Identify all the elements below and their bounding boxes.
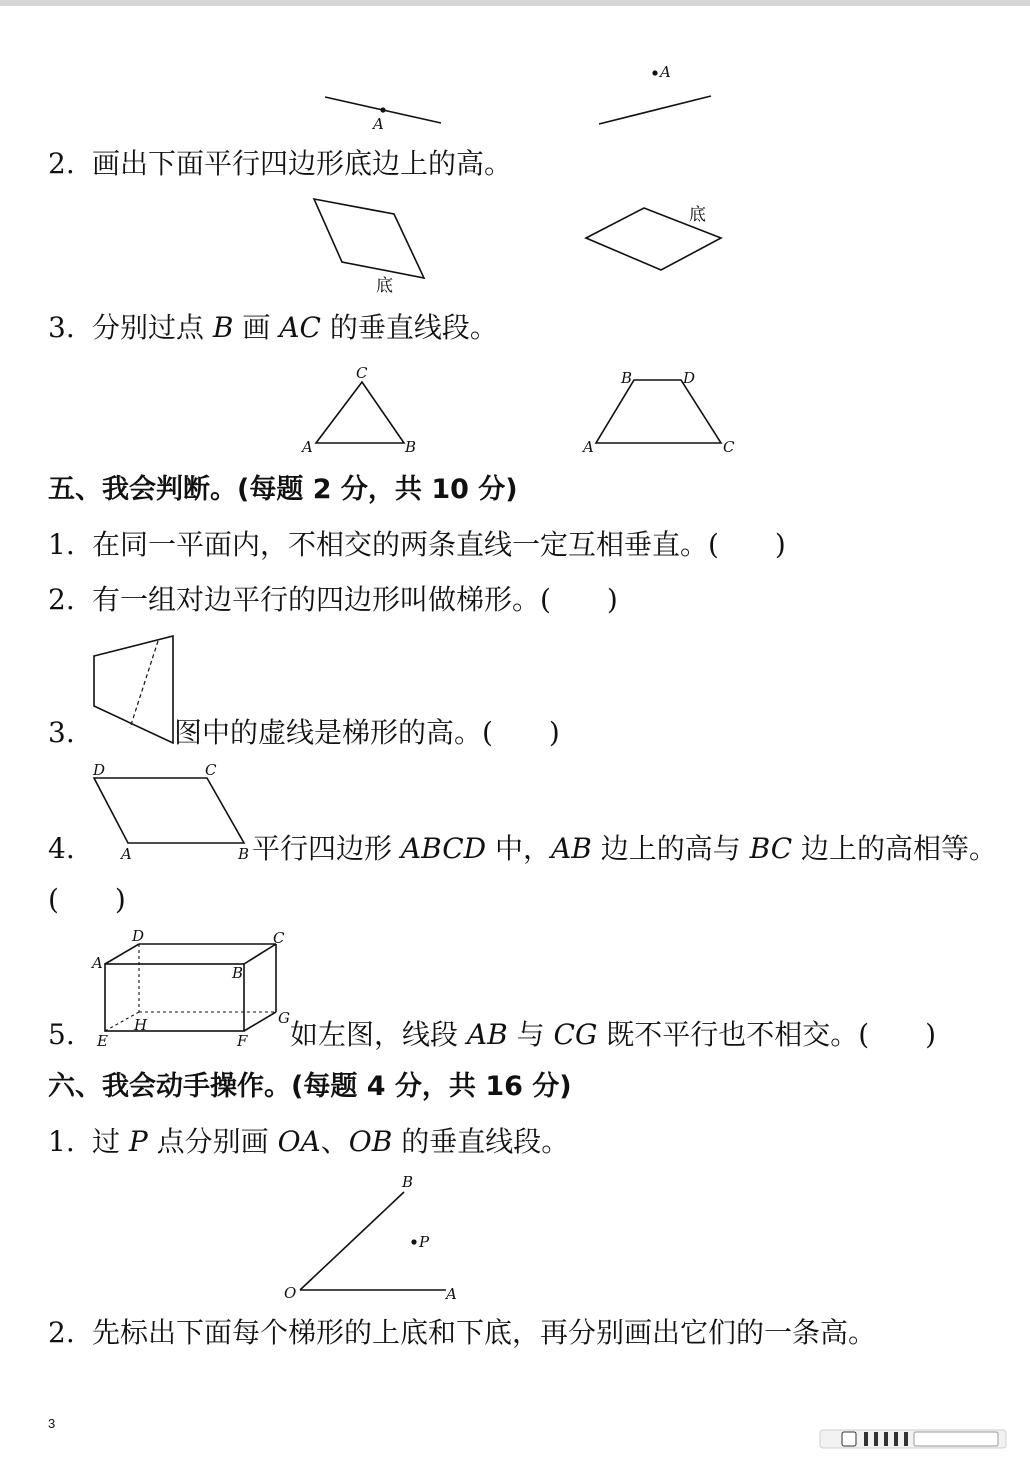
question-text: 既不平行也不相交。( ) xyxy=(597,1018,937,1051)
question-5-3 xyxy=(48,715,560,751)
question-number: 1. xyxy=(48,1125,75,1158)
question-5-4 xyxy=(48,831,997,867)
var-oa: OA xyxy=(277,1125,321,1158)
label-d: D xyxy=(683,369,696,387)
question-6-2 xyxy=(48,1315,876,1351)
question-text: 与 xyxy=(507,1018,554,1051)
question-text: 过 xyxy=(92,1125,129,1158)
question-5-4-answer: ( ) xyxy=(48,883,126,916)
figure-parallelogram-1 xyxy=(314,199,424,296)
question-text: 边上的高相等。 xyxy=(792,832,998,865)
label-p: P xyxy=(419,1233,430,1251)
question-5-5 xyxy=(48,1017,936,1053)
label-h: H xyxy=(134,1016,148,1034)
question-text: 、 xyxy=(320,1125,349,1158)
question-4-2 xyxy=(48,146,512,182)
question-number: 2. xyxy=(48,1316,75,1349)
question-text: 图中的虚线是梯形的高。( ) xyxy=(174,716,560,749)
label-c: C xyxy=(205,761,217,779)
question-number: 2. xyxy=(48,147,75,180)
label-base: 底 xyxy=(376,276,393,296)
question-5-1 xyxy=(48,527,786,563)
var-abcd: ABCD xyxy=(400,832,487,865)
question-number: 1. xyxy=(48,528,75,561)
question-number: 3. xyxy=(48,311,75,344)
var-b: B xyxy=(212,311,234,344)
label-b: B xyxy=(232,964,244,982)
label-a: A xyxy=(583,438,594,456)
question-number: 5. xyxy=(48,1018,75,1051)
question-4-3 xyxy=(48,310,498,346)
var-p: P xyxy=(128,1125,148,1158)
question-number: 4. xyxy=(48,832,75,865)
figure-trapezoid-abcd xyxy=(581,369,735,456)
label-a: A xyxy=(121,845,132,863)
var-ob: OB xyxy=(348,1125,393,1158)
question-text: 画 xyxy=(233,311,280,344)
label-b: B xyxy=(402,1173,414,1191)
section-6-heading: 六、我会动手操作。(每题 4 分，共 16 分) xyxy=(48,1071,572,1102)
scrollbar-indicator xyxy=(820,1428,1008,1450)
question-text: 点分别画 xyxy=(147,1125,278,1158)
label-a: A xyxy=(302,438,313,456)
label-d: D xyxy=(132,927,145,945)
label-c: C xyxy=(723,438,735,456)
var-ab: AB xyxy=(466,1018,508,1051)
question-6-1 xyxy=(48,1124,569,1160)
question-text: 平行四边形 xyxy=(252,832,401,865)
question-text: 在同一平面内，不相交的两条直线一定互相垂直。( ) xyxy=(92,528,786,561)
label-a: A xyxy=(660,63,671,81)
section-5-heading: 五、我会判断。(每题 2 分，共 10 分) xyxy=(48,474,518,505)
var-cg: CG xyxy=(553,1018,598,1051)
question-text: 有一组对边平行的四边形叫做梯形。( ) xyxy=(92,583,618,616)
figure-line-with-point-a-off-line xyxy=(599,63,711,124)
label-e: E xyxy=(97,1032,108,1050)
question-number: 3. xyxy=(48,716,75,749)
label-a: A xyxy=(446,1285,457,1303)
label-g: G xyxy=(278,1009,290,1027)
label-f: F xyxy=(237,1032,248,1050)
question-text: 的垂直线段。 xyxy=(392,1125,570,1158)
label-base: 底 xyxy=(689,205,706,225)
label-b: B xyxy=(238,845,250,863)
figure-line-with-point-a-on-line xyxy=(325,97,441,133)
question-5-2 xyxy=(48,582,618,618)
question-text: 如左图，线段 xyxy=(290,1018,467,1051)
page-number: 3 xyxy=(48,1416,56,1431)
question-number: 2. xyxy=(48,583,75,616)
label-a: A xyxy=(92,954,103,972)
label-d: D xyxy=(93,761,106,779)
figure-parallelogram-2 xyxy=(586,205,721,270)
var-bc: BC xyxy=(749,832,793,865)
question-text: 先标出下面每个梯形的上底和下底，再分别画出它们的一条高。 xyxy=(92,1316,877,1349)
question-text: 画出下面平行四边形底边上的高。 xyxy=(92,147,513,180)
label-b: B xyxy=(621,369,633,387)
label-b: B xyxy=(405,438,417,456)
var-ab: AB xyxy=(551,832,592,865)
label-c: C xyxy=(273,929,285,947)
label-a: A xyxy=(373,115,384,133)
question-text: 的垂直线段。 xyxy=(320,311,498,344)
label-o: O xyxy=(284,1284,297,1302)
var-ac: AC xyxy=(279,311,321,344)
figure-triangle-abc xyxy=(300,364,416,456)
figure-angle-aob xyxy=(284,1173,457,1303)
label-c: C xyxy=(356,364,368,382)
question-text: 分别过点 xyxy=(92,311,213,344)
question-text: 边上的高与 xyxy=(591,832,750,865)
question-text: 中， xyxy=(486,832,552,865)
